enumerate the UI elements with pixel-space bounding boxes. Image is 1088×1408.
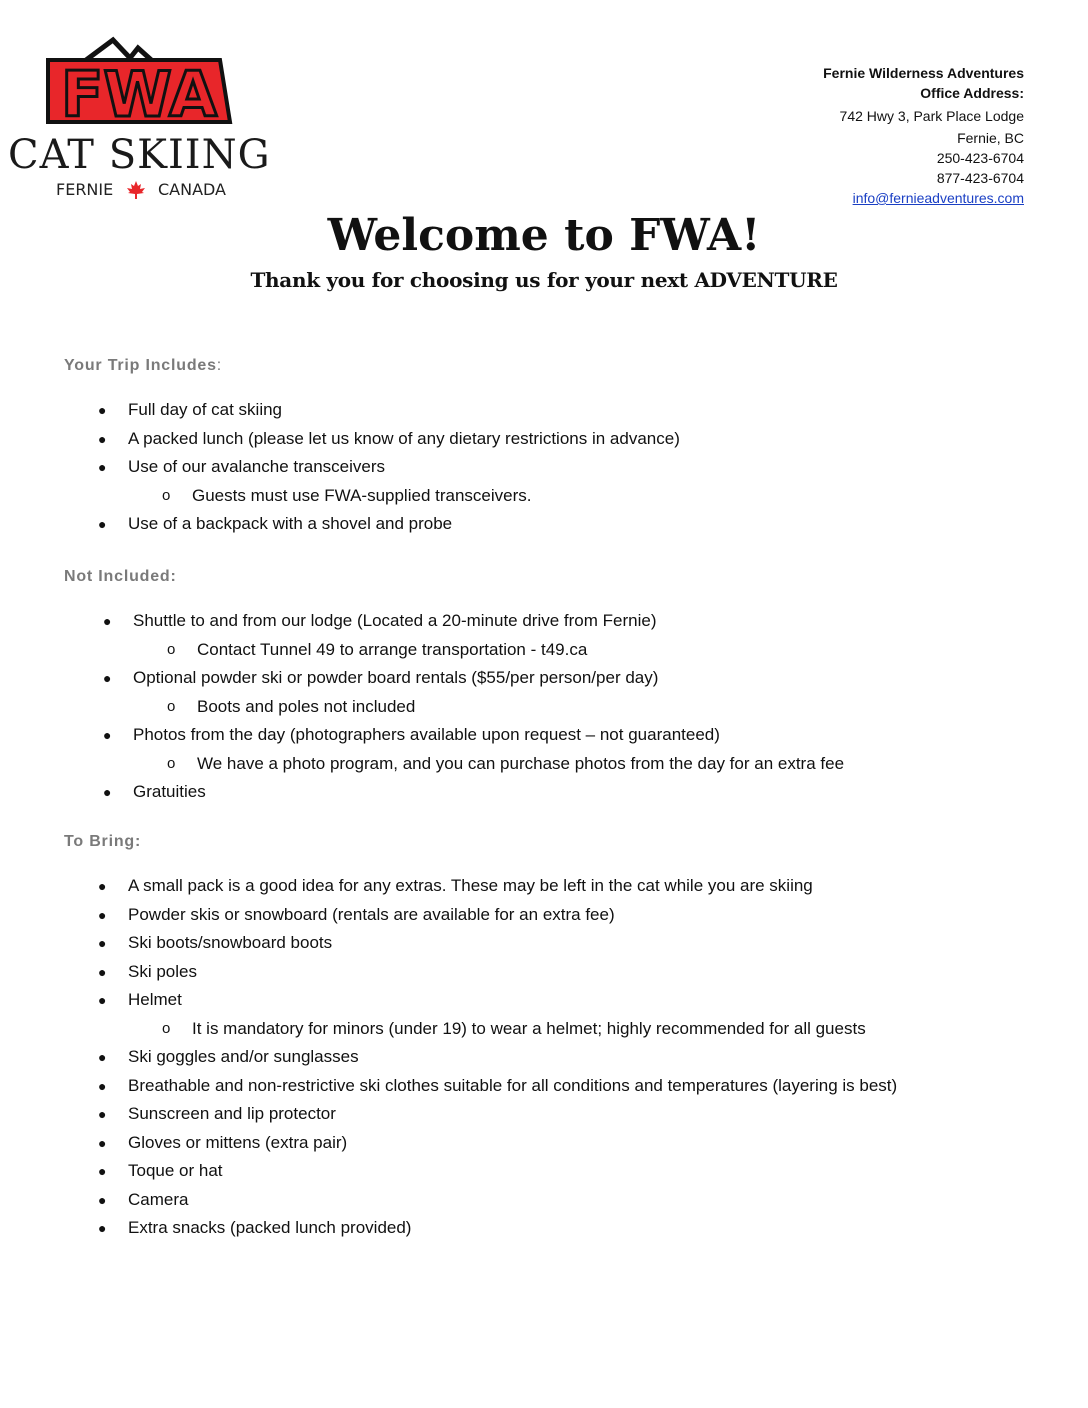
mountain-logo-icon	[8, 36, 270, 136]
to-bring-list	[0, 872, 1088, 1243]
list-item: ● Breathable and non-restrictive ski clothes suitable for all conditions and temperatures (layering is best)	[98, 1075, 898, 1095]
list-item: ● Helmet	[98, 990, 182, 1009]
list-subitem: o Guests must use FWA-supplied transceivers.	[162, 485, 532, 505]
page-subtitle: Thank you for choosing us for your next ADVENTURE	[250, 268, 838, 292]
list-item: ● Ski boots/snowboard boots	[98, 933, 333, 952]
list-item: ● Sunscreen and lip protector	[98, 1104, 336, 1123]
company-name: Fernie Wilderness Adventures	[823, 65, 1024, 81]
logo-location-left: FERNIE	[56, 180, 114, 199]
list-item: ● A packed lunch (please let us know of any dietary restrictions in advance)	[98, 428, 680, 448]
includes-heading-suffix: :	[216, 357, 223, 374]
list-item: ● Photos from the day (photographers available upon request – not guaranteed)	[103, 725, 720, 744]
list-item: ● A small pack is a good idea for any extras. These may be left in the cat while you are skiing	[98, 876, 813, 895]
list-item: ● Gloves or mittens (extra pair)	[98, 1132, 348, 1152]
list-item: ● Extra snacks (packed lunch provided)	[98, 1218, 412, 1237]
list-item: ● Gratuities	[103, 782, 206, 801]
includes-heading-text: Your Trip Includes	[64, 357, 217, 374]
list-subitem: o It is mandatory for minors (under 19) to wear a helmet; highly recommended for all guests	[162, 1018, 866, 1038]
list-item: ● Shuttle to and from our lodge (Located a 20-minute drive from Fernie)	[103, 611, 657, 630]
logo-title: CAT SKIING	[8, 132, 271, 178]
logo-location	[56, 180, 226, 199]
list-subitem: o Contact Tunnel 49 to arrange transportation - t49.ca	[167, 639, 588, 659]
list-item: ● Use of a backpack with a shovel and probe	[98, 514, 453, 533]
list-item: ● Ski poles	[98, 961, 197, 981]
phone-2: 877-423-6704	[936, 170, 1024, 186]
not-included-heading: Not Included:	[64, 568, 177, 585]
list-subitem: o We have a photo program, and you can purchase photos from the day for an extra fee	[167, 753, 845, 773]
includes-heading	[64, 357, 222, 375]
page-title: Welcome to FWA!	[327, 210, 761, 261]
list-item: ● Toque or hat	[98, 1161, 223, 1180]
logo-location-right: CANADA	[157, 180, 226, 199]
office-label: Office Address:	[920, 85, 1024, 101]
list-item: ● Camera	[98, 1189, 189, 1209]
street-address: 742 Hwy 3, Park Place Lodge	[839, 108, 1024, 124]
city-address: Fernie, BC	[957, 130, 1024, 146]
to-bring-heading: To Bring:	[64, 833, 142, 850]
includes-list	[0, 396, 1088, 539]
email-link[interactable]: info@fernieadventures.com	[852, 190, 1024, 206]
not-included-list	[0, 607, 1088, 807]
list-item: ● Optional powder ski or powder board rentals ($55/per person/per day)	[103, 668, 659, 687]
list-item: ● Full day of cat skiing	[98, 400, 283, 419]
office-address	[604, 63, 1024, 208]
logo-brand-text: FWA	[61, 58, 217, 131]
phone-1: 250-423-6704	[936, 150, 1024, 166]
list-item: ● Ski goggles and/or sunglasses	[98, 1047, 359, 1066]
fwa-logo	[8, 36, 270, 204]
maple-leaf-icon	[126, 181, 146, 199]
list-subitem: o Boots and poles not included	[167, 696, 416, 716]
list-item: ● Use of our avalanche transceivers	[98, 457, 386, 476]
list-item: ● Powder skis or snowboard (rentals are available for an extra fee)	[98, 904, 615, 924]
